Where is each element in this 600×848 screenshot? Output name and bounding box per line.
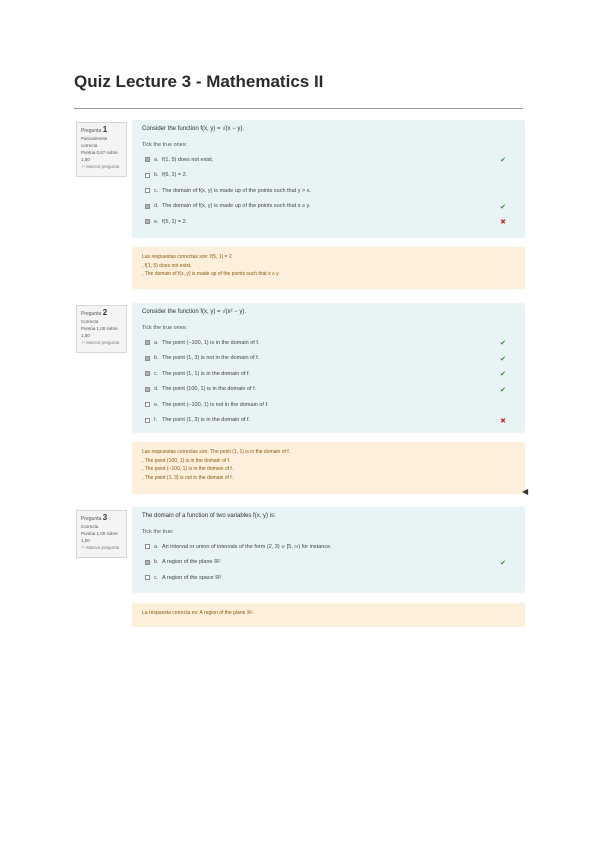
option-letter: e. <box>154 401 159 408</box>
question-number: 2 <box>102 308 108 317</box>
option-text: f(1, 5) does not exist. <box>162 156 214 163</box>
option-checkbox[interactable] <box>145 371 150 376</box>
option-checkbox[interactable] <box>145 356 150 361</box>
question-prompt: Tick the true ones: <box>142 142 188 148</box>
option-letter: a. <box>154 156 159 163</box>
option-checkbox[interactable] <box>145 418 150 423</box>
option-text: The domain of f(x, y) is made up of the points such that x ≥ y. <box>162 203 311 210</box>
option-letter: c. <box>154 574 159 581</box>
option-checkbox[interactable] <box>145 544 150 549</box>
options-list <box>142 539 517 586</box>
feedback-line: La respuesta correcta es: A region of the plane ℝ². <box>142 610 254 616</box>
question-label: Pregunta <box>81 128 102 134</box>
question-text: The domain of a function of two variables f(x, y) is: <box>142 513 276 519</box>
cross-icon: ✖ <box>500 219 506 226</box>
answer-option[interactable] <box>142 539 517 555</box>
answer-option[interactable] <box>142 335 517 351</box>
option-letter: f. <box>154 417 158 424</box>
feedback-line: , The point (1, 3) is not in the domain of f. <box>142 474 234 481</box>
option-text: A region of the space ℝ³. <box>162 574 223 581</box>
option-checkbox[interactable] <box>145 387 150 392</box>
option-text: f(6, 1) = 2. <box>162 172 188 179</box>
option-checkbox[interactable] <box>145 173 150 178</box>
option-checkbox[interactable] <box>145 219 150 224</box>
question-state: Correcta <box>81 319 99 324</box>
check-icon: ✔ <box>500 157 506 164</box>
feedback-box-3 <box>132 603 525 627</box>
options-list <box>142 335 517 428</box>
answer-option[interactable] <box>142 351 517 367</box>
feedback-line: , The point (−100, 1) is in the domain of f. <box>142 466 234 472</box>
check-icon: ✔ <box>500 371 506 378</box>
question-info-2 <box>76 305 127 353</box>
question-text: Consider the function f(x, y) = √(x² − y). <box>142 309 246 315</box>
option-letter: a. <box>154 543 159 550</box>
option-text: A region of the plane ℝ². <box>162 559 222 566</box>
question-score: Puntúa 0,67 sobre 1,00 <box>81 150 118 162</box>
answer-option[interactable] <box>142 168 517 184</box>
question-text: Consider the function f(x, y) = √(x − y). <box>142 126 244 132</box>
question-label: Pregunta <box>81 516 102 522</box>
answer-option[interactable] <box>142 366 517 382</box>
option-letter: c. <box>154 187 159 194</box>
check-icon: ✔ <box>500 203 506 211</box>
option-checkbox[interactable] <box>145 157 150 162</box>
check-icon: ✔ <box>500 559 506 567</box>
flag-question-link[interactable]: ⚐ Marcar pregunta <box>81 545 120 550</box>
flag-question-link[interactable]: ⚐ Marcar pregunta <box>81 164 120 169</box>
options-list <box>142 152 517 230</box>
answer-option[interactable] <box>142 152 517 168</box>
option-letter: b. <box>154 559 159 566</box>
question-info-1 <box>76 122 127 177</box>
question-box-2 <box>132 303 525 433</box>
option-text: The point (1, 1) is in the domain of f. <box>162 370 251 377</box>
option-letter: b. <box>154 355 159 362</box>
option-letter: a. <box>154 339 159 346</box>
feedback-box-1 <box>132 247 525 289</box>
question-box-3 <box>132 507 525 593</box>
question-prompt: Tick the true: <box>142 529 174 535</box>
check-icon: ✔ <box>500 340 506 347</box>
option-checkbox[interactable] <box>145 188 150 193</box>
title-divider <box>74 108 523 109</box>
check-icon: ✔ <box>500 355 506 363</box>
option-checkbox[interactable] <box>145 402 150 407</box>
answer-option[interactable] <box>142 183 517 199</box>
question-state: Correcta <box>81 524 99 529</box>
option-text: The point (−100, 1) is in the domain of f. <box>162 339 260 346</box>
option-letter: e. <box>154 218 159 225</box>
option-letter: c. <box>154 370 159 377</box>
option-letter: d. <box>154 386 159 393</box>
page-title: Quiz Lecture 3 - Mathematics II <box>74 72 324 91</box>
option-text: The point (1, 3) is not in the domain of f. <box>162 355 260 362</box>
question-label: Pregunta <box>81 311 102 317</box>
feedback-line: Las respuestas correctas son: f(5, 1) = 2 <box>142 254 232 260</box>
option-text: The point (−100, 1) is not in the domain of f. <box>162 401 269 408</box>
answer-option[interactable] <box>142 199 517 215</box>
question-info-3 <box>76 510 127 558</box>
check-icon: ✔ <box>500 386 506 394</box>
answer-option[interactable] <box>142 397 517 413</box>
question-score: Puntúa 1,00 sobre 1,00 <box>81 531 118 543</box>
option-letter: b. <box>154 172 159 179</box>
answer-option[interactable] <box>142 214 517 230</box>
option-text: The domain of f(x, y) is made up of the points such that y > x. <box>162 187 312 194</box>
question-prompt: Tick the true ones: <box>142 325 188 331</box>
question-number: 3 <box>102 513 108 522</box>
option-text: The point (1, 3) is in the domain of f. <box>162 417 251 424</box>
option-checkbox[interactable] <box>145 204 150 209</box>
question-number: 1 <box>102 125 108 134</box>
cross-icon: ✖ <box>500 417 506 425</box>
feedback-line: , f(1, 5) does not exist. <box>142 262 192 269</box>
question-box-1 <box>132 120 525 238</box>
answer-option[interactable] <box>142 570 517 586</box>
option-checkbox[interactable] <box>145 340 150 345</box>
question-score: Puntúa 1,00 sobre 1,00 <box>81 326 118 338</box>
answer-option[interactable] <box>142 555 517 571</box>
answer-option[interactable] <box>142 413 517 429</box>
option-checkbox[interactable] <box>145 560 150 565</box>
option-text: The point (100, 1) is in the domain of f. <box>162 386 257 393</box>
option-text: f(5, 1) = 2. <box>162 218 188 225</box>
feedback-line: Las respuestas correctas son: The point (1, 1) is in the domain of f. <box>142 449 291 455</box>
answer-option[interactable] <box>142 382 517 398</box>
feedback-line: , The point (100, 1) is in the domain of f. <box>142 457 231 464</box>
scroll-arrow-icon[interactable]: ◀ <box>522 487 529 496</box>
feedback-box-2 <box>132 442 525 494</box>
option-text: An interval or union of intervals of the form (2, 3) ∪ [5, ∞) for instance. <box>162 543 332 550</box>
flag-question-link[interactable]: ⚐ Marcar pregunta <box>81 340 120 345</box>
option-letter: d. <box>154 203 159 210</box>
option-checkbox[interactable] <box>145 575 150 580</box>
feedback-line: , The domain of f(x, y) is made up of the points such that x ≥ y. <box>142 271 280 277</box>
question-state: Parcialmente correcta <box>81 136 108 148</box>
